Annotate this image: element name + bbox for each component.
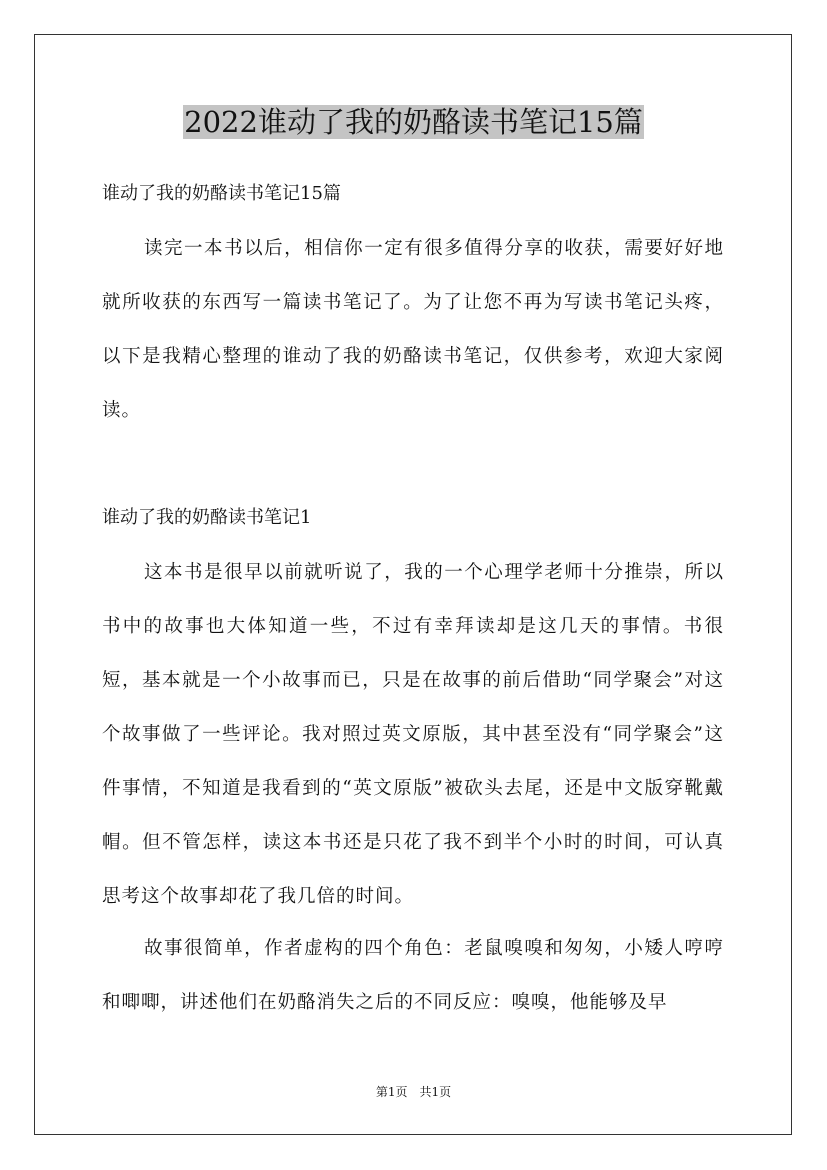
intro-paragraph: 读完一本书以后，相信你一定有很多值得分享的收获，需要好好地就所收获的东西写一篇读书笔记了。为了让您不再为写读书笔记头疼，以下是我精心整理的谁动了我的奶酪读书笔记，仅供参考，欢迎大家阅读。 [102, 238, 724, 421]
body-paragraph: 这本书是很早以前就听说了，我的一个心理学老师十分推崇，所以书中的故事也大体知道一些，不过有幸拜读却是这几天的事情。书很短，基本就是一个小故事而已，只是在故事的前后借助“同学聚会”对这个故事做了一些评论。我对照过英文原版，其中甚至没有“同学聚会”这件事情，不知道是我看到的“英文原版”被砍头去尾，还是中文版穿靴戴帽。但不管怎样，读这本书还是只花了我不到半个小时的时间，可认真思考这个故事却花了我几倍的时间。 [102, 562, 724, 907]
document-title [0, 100, 827, 144]
document-subtitle: 谁动了我的奶酪读书笔记15篇 [102, 183, 341, 204]
document-title-text: 2022谁动了我的奶酪读书笔记15篇 [184, 105, 643, 139]
body-paragraph: 故事很简单，作者虚构的四个角色：老鼠嗅嗅和匆匆，小矮人哼哼和唧唧，讲述他们在奶酪消失之后的不同反应：嗅嗅，他能够及早 [102, 938, 724, 1013]
section-heading: 谁动了我的奶酪读书笔记1 [102, 507, 312, 528]
page-footer: 第1页 共1页 [375, 1085, 452, 1099]
